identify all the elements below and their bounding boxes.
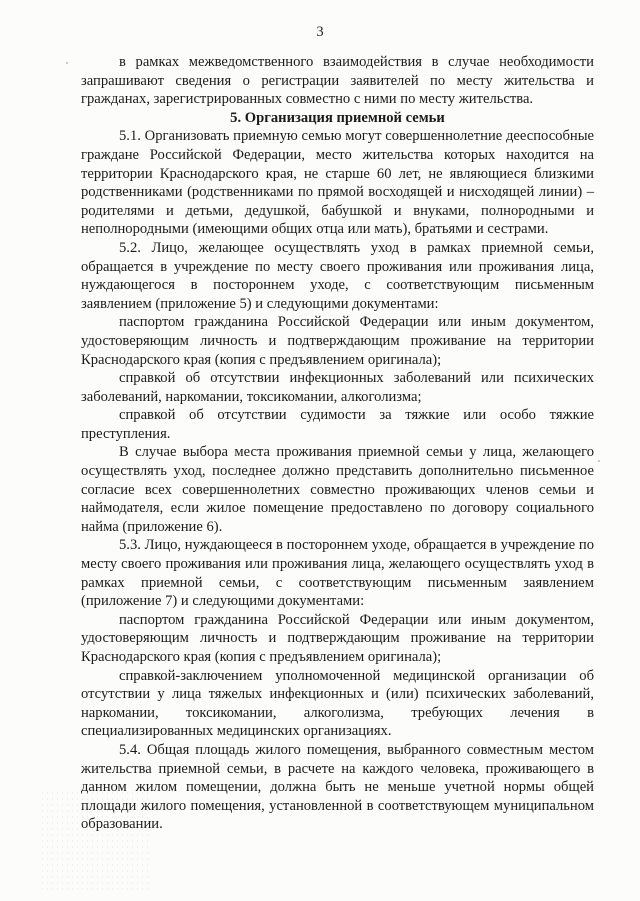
intro-paragraph: в рамках межведомственного взаимодействия в случае необходимости запрашивают сведения о регистрации заявителей по месту жительства и гражданах, зарегистрированных совместно с ними по месту жительства. <box>81 54 594 108</box>
list-item-medical-conclusion: справкой-заключением уполномоченной медицинской организации об отсутствии у лица тяжелых инфекционных и (или) психических заболеваний, наркомании, токсикомании, алкоголизма, требующих лечения в специализированных медицинских организациях. <box>81 667 594 740</box>
list-item-passport: паспортом гражданина Российской Федерации или иным документом, удостоверяющим личность и подтверждающим проживание на территории Краснодарского края (копия с предъявлением оригинала); <box>81 314 594 368</box>
section-title: 5. Организация приемной семьи <box>230 109 445 126</box>
paragraph-5-1: 5.1. Организовать приемную семью могут совершеннолетние дееспособные граждане Российской Федерации, место жительства которых находится на территории Краснодарского края, не старше 60 лет, не являющиеся близкими родственниками (родственниками по прямой восходящей и нисходящей линии) – родителями и детьми, дедушкой, бабушкой и внуками, полнородными и неполнородными (имеющими общих отца или мать), братьями и сестрами. <box>81 128 594 238</box>
scan-noise <box>40 790 150 890</box>
page-number: 3 <box>316 24 324 40</box>
document-body <box>81 53 594 834</box>
paragraph-5-2: 5.2. Лицо, желающее осуществлять уход в рамках приемной семьи, обращается в учреждение по месту своего проживания или проживания лица, нуждающегося в постороннем уходе, с соответствующим письменным заявлением (приложение 5) и следующими документами: <box>81 239 594 312</box>
scan-speck <box>66 62 68 64</box>
scan-speck <box>598 460 600 462</box>
list-item-health-certificate: справкой об отсутствии инфекционных заболеваний или психических заболеваний, наркомании, токсикомании, алкоголизма; <box>81 370 594 405</box>
list-item-criminal-record-certificate: справкой об отсутствии судимости за тяжкие или особо тяжкие преступления. <box>81 407 594 442</box>
paragraph-5-3: 5.3. Лицо, нуждающееся в постороннем уходе, обращается в учреждение по месту своего проживания или проживания лица, желающего осуществлять уход в рамках приемной семьи, с соответствующим письменным заявлением (приложение 7) и следующими документами: <box>81 537 594 610</box>
list-item-passport-2: паспортом гражданина Российской Федерации или иным документом, удостоверяющим личность и подтверждающим проживание на территории Краснодарского края (копия с предъявлением оригинала); <box>81 611 594 665</box>
paragraph-residence-choice: В случае выбора места проживания приемной семьи у лица, желающего осуществлять уход, последнее должно представить дополнительно письменное согласие всех совершеннолетних совместно проживающих членов семьи и наймодателя, если жилое помещение предоставлено по договору социального найма (приложение 6). <box>81 444 594 535</box>
paragraph-5-4: 5.4. Общая площадь жилого помещения, выбранного совместным местом жительства приемной семьи, в расчете на каждого человека, проживающего в данном жилом помещении, должна быть не меньше учетной нормы общей площади жилого помещения, установленной в соответствующем муниципальном образовании. <box>81 741 594 833</box>
